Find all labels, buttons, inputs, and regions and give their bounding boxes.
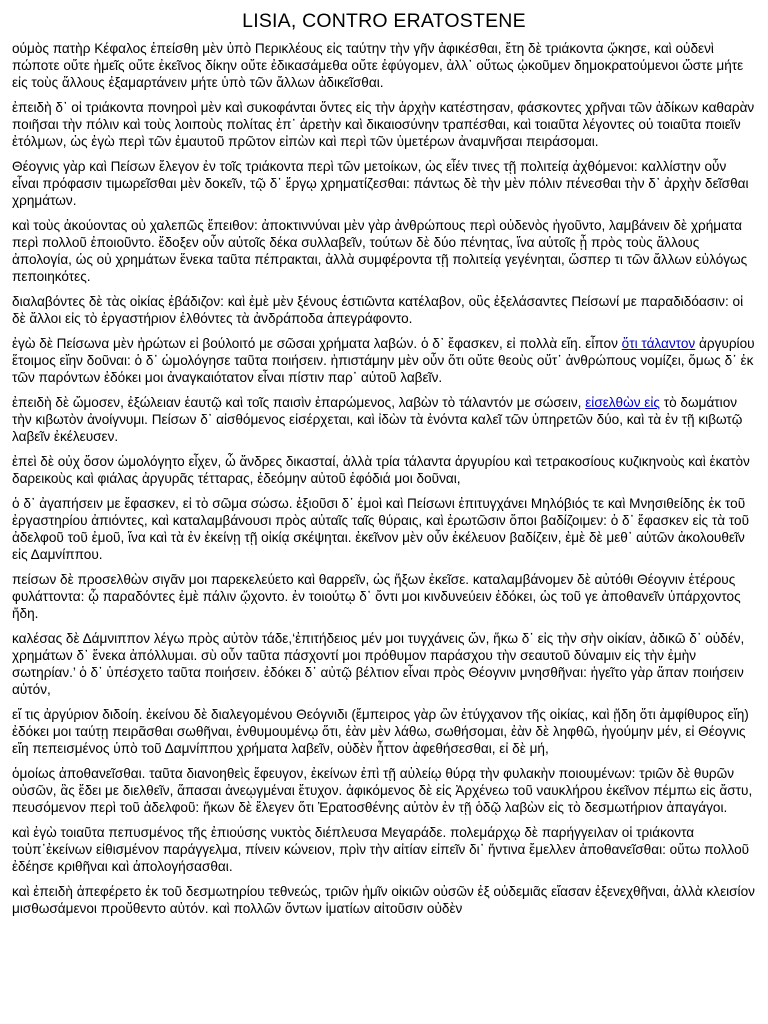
paragraph-text: καὶ ἐγὼ τοιαῦτα πεπυσμένος τῆς ἐπιούσης νυκτὸς διέπλευσα Μεγαράδε. πολεμάρχῳ δὲ παρήγγειλαν οἱ τριάκοντα τοὐπ᾽ἐκείνων εἰθισμένον παράγγελμα, πίνειν κώνειον, πρὶν τὴν αἰτίαν εἰπεῖν δι᾽ ἥντινα ἔμελλεν ἀποθανεῖσθαι: οὕτω πολλοῦ ἐδέησε κριθῆναι καὶ ἀπολογήσασθαι. [12,825,750,874]
paragraph-text: ούμὸς πατὴρ Κέφαλος ἐπείσθη μὲν ὑπὸ Περικλέους εἰς ταύτην τὴν γῆν ἀφικέσθαι, ἔτη δὲ τριάκοντα ᾤκησε, καὶ οὐδενὶ πώποτε οὔτε ἡμεῖς οὔτε ἐκεῖνος δίκην οὔτε ἐδικασάμεθα οὔτε ἐφύγομεν, ἀλλ᾽ οὕτως ᾠκοῦμεν δημοκρατούμενοι ὥστε μήτε εἰς τοὺς ἄλλους ἐξαμαρτάνειν μήτε ὑπὸ τῶν ἄλλων ἀδικεῖσθαι. [12,41,744,90]
paragraph-text: ἐπειδὴ δὲ ὤμοσεν, ἐξώλειαν ἑαυτῷ καὶ τοῖς παισὶν ἐπαρώμενος, λαβὼν τὸ τάλαντόν με σώσειν, [12,395,586,410]
paragraph [12,453,756,487]
paragraph-text: ἐγὼ δὲ Πείσωνα μὲν ἠρώτων εἰ βούλοιτό με σῶσαι χρήματα λαβών. ὁ δ᾽ ἔφασκεν, εἰ πολλὰ εἴη. εἶπον [12,336,622,351]
paragraph [12,883,756,917]
paragraph-text: ὁμοίως ἀποθανεῖσθαι. ταῦτα διανοηθεὶς ἔφευγον, ἐκείνων ἐπὶ τῇ αὐλείῳ θύρᾳ τὴν φυλακὴν ποιουμένων: τριῶν δὲ θυρῶν οὐσῶν, ἃς ἔδει με διελθεῖν, ἅπασαι ἀνεῳγμέναι ἔτυχον. ἀφικόμενος δὲ εἰς Ἀρχένεω τοῦ ναυκλήρου ἐκεῖνον πέμπω εἰς ἄστυ, πευσόμενον περὶ τοῦ ἀδελφοῦ: ἥκων δὲ ἔλεγεν ὅτι Ἐρατοσθένης αὐτὸν ἐν τῇ ὁδῷ λαβὼν εἰς τὸ δεσμωτήριον ἀπαγάγοι. [12,766,753,815]
paragraph-text: πείσων δὲ προσελθὼν σιγᾶν μοι παρεκελεύετο καὶ θαρρεῖν, ὡς ἥξων ἐκεῖσε. καταλαμβάνομεν δὲ αὐτόθι Θέογνιν ἑτέρους φυλάττοντα: ᾧ παραδόντες ἐμὲ πάλιν ᾤχοντο. ἐν τοιούτῳ δ᾽ ὄντι μοι κινδυνεύειν ἐδόκει, ὡς τοῦ γε ἀποθανεῖν ὑπάρχοντος ἤδη. [12,572,741,621]
paragraph [12,99,756,150]
text-link[interactable]: εἰσελθὼν εἰς [585,395,660,410]
paragraph-text: τὸ δωμάτιον τὴν κιβωτὸν ἀνοίγνυμι. Πείσων δ᾽ αἰσθόμενος εἰσέρχεται, καὶ ἰδὼν τὰ ἐνόντα καλεῖ τῶν ὑπηρετῶν δύο, καὶ τὰ ἐν τῇ κιβωτῷ λαβεῖν ἐκέλευσεν. [12,395,743,444]
paragraph-text: καλέσας δὲ Δάμνιππον λέγω πρὸς αὐτὸν τάδε,‘ἐπιτήδειος μέν μοι τυγχάνεις ὤν, ἥκω δ᾽ εἰς τὴν σὴν οἰκίαν, ἀδικῶ δ᾽ οὐδέν, χρημάτων δ᾽ ἕνεκα ἀπόλλυμαι. σὺ οὖν ταῦτα πάσχοντί μοι πρόθυμον παράσχου τὴν σεαυτοῦ δύναμιν εἰς τὴν ἐμὴν σωτηρίαν.’ ὁ δ᾽ ὑπέσχετο ταῦτα ποιήσειν. ἐδόκει δ᾽ αὐτῷ βέλτιον εἶναι πρὸς Θέογνιν μνησθῆναι: ἡγεῖτο γὰρ ἅπαν ποιήσειν αὐτόν, [12,631,745,697]
paragraph [12,630,756,698]
paragraph-text: εἴ τις ἀργύριον διδοίη. ἐκείνου δὲ διαλεγομένου Θεόγνιδι (ἔμπειρος γὰρ ὢν ἐτύγχανον τῆς οἰκίας, καὶ ᾔδη ὅτι ἀμφίθυρος εἴη) ἐδόκει μοι ταύτῃ πειρᾶσθαι σωθῆναι, ἐνθυμουμένῳ ὅτι, ἐὰν μὲν λάθω, σωθήσομαι, ἐὰν δὲ ληφθῶ, ἡγούμην μέν, εἰ Θέογνις εἴη πεπεισμένος ὑπὸ τοῦ Δαμνίππου χρήματα λαβεῖν, οὐδὲν ἧττον ἀφεθήσεσθαι, εἰ δὲ μή, [12,707,749,756]
paragraph-text: ὁ δ᾽ ἀγαπήσειν με ἔφασκεν, εἰ τὸ σῶμα σώσω. ἐξιοῦσι δ᾽ ἐμοὶ καὶ Πείσωνι ἐπιτυγχάνει Μηλόβιός τε καὶ Μνησιθείδης ἐκ τοῦ ἐργαστηρίου ἀπιόντες, καὶ καταλαμβάνουσι πρὸς αὐταῖς ταῖς θύραις, καὶ ἐρωτῶσιν ὅποι βαδίζοιμεν: ὁ δ᾽ ἔφασκεν εἰς τὰ τοῦ ἀδελφοῦ τοῦ ἐμοῦ, ἵνα καὶ τὰ ἐν ἐκείνῃ τῇ οἰκίᾳ σκέψηται. ἐκεῖνον μὲν οὖν ἐκέλευον βαδίζειν, ἐμὲ δὲ μεθ᾽ αὑτῶν ἀκολουθεῖν εἰς Δαμνίππου. [12,496,750,562]
paragraph-text: ἀργυρίου ἕτοιμος εἴην δοῦναι: ὁ δ᾽ ὡμολόγησε ταῦτα ποιήσειν. ἠπιστάμην μὲν οὖν ὅτι οὔτε θεοὺς οὔτ᾽ ἀνθρώπους νομίζει, ὅμως δ᾽ ἐκ τῶν παρόντων ἐδόκει μοι ἀναγκαιότατον εἶναι πίστιν παρ᾽ αὐτοῦ λαβεῖν. [12,336,755,385]
paragraph [12,158,756,209]
paragraph-text: καὶ ἐπειδὴ ἀπεφέρετο ἐκ τοῦ δεσμωτηρίου τεθνεώς, τριῶν ἡμῖν οἰκιῶν οὐσῶν ἐξ οὐδεμιᾶς εἴασαν ἐξενεχθῆναι, ἀλλὰ κλεισίον μισθωσάμενοι προὔθεντο αὐτόν. καὶ πολλῶν ὄντων ἱματίων αἰτοῦσιν οὐδὲν [12,884,755,916]
document-body [0,33,768,917]
paragraph [12,293,756,327]
paragraph-text: καὶ τοὺς ἀκούοντας οὐ χαλεπῶς ἔπειθον: ἀποκτιννύναι μὲν γὰρ ἀνθρώπους περὶ οὐδενὸς ἡγοῦντο, λαμβάνειν δὲ χρήματα περὶ πολλοῦ ἐποιοῦντο. ἔδοξεν οὖν αὐτοῖς δέκα συλλαβεῖν, τούτων δὲ δύο πένητας, ἵνα αὐτοῖς ᾖ πρὸς τοὺς ἄλλους ἀπολογία, ὡς οὐ χρημάτων ἕνεκα ταῦτα πέπρακται, ἀλλὰ συμφέροντα τῇ πολιτείᾳ γεγένηται, ὥσπερ τι τῶν ἄλλων εὐλόγως πεποιηκότες. [12,218,748,284]
paragraph [12,217,756,285]
paragraph [12,765,756,816]
paragraph [12,335,756,386]
text-link[interactable]: ὅτι τάλαντον [621,336,696,351]
paragraph [12,706,756,757]
paragraph [12,824,756,875]
paragraph-text: ἐπεὶ δὲ οὐχ ὅσον ὡμολόγητο εἶχεν, ὦ ἄνδρες δικασταί, ἀλλὰ τρία τάλαντα ἀργυρίου καὶ τετρακοσίους κυζικηνοὺς καὶ ἑκατὸν δαρεικοὺς καὶ φιάλας ἀργυρᾶς τέτταρας, ἐδεόμην αὐτοῦ ἐφόδιά μοι δοῦναι, [12,454,750,486]
paragraph [12,40,756,91]
paragraph [12,571,756,622]
paragraph [12,495,756,563]
document-title: LISIA, CONTRO ERATOSTENE [242,10,526,32]
paragraph-text: ἐπειδὴ δ᾽ οἱ τριάκοντα πονηροὶ μὲν καὶ συκοφάνται ὄντες εἰς τὴν ἀρχὴν κατέστησαν, φάσκοντες χρῆναι τῶν ἀδίκων καθαρὰν ποιῆσαι τὴν πόλιν καὶ τοὺς λοιποὺς πολίτας ἐπ᾽ ἀρετὴν καὶ δικαιοσύνην τραπέσθαι, καὶ τοιαῦτα λέγοντες οὐ τοιαῦτα ποιεῖν ἐτόλμων, ὡς ἐγὼ περὶ τῶν ἐμαυτοῦ πρῶτον εἰπὼν καὶ περὶ τῶν ὑμετέρων ἀναμνῆσαι πειράσομαι. [12,100,755,149]
paragraph-text: διαλαβόντες δὲ τὰς οἰκίας ἐβάδιζον: καὶ ἐμὲ μὲν ξένους ἑστιῶντα κατέλαβον, οὓς ἐξελάσαντες Πείσωνί με παραδιδόασιν: οἱ δὲ ἄλλοι εἰς τὸ ἐργαστήριον ἐλθόντες τὰ ἀνδράποδα ἀπεγράφοντο. [12,294,744,326]
paragraph [12,394,756,445]
paragraph-text: Θέογνις γὰρ καὶ Πείσων ἔλεγον ἐν τοῖς τριάκοντα περὶ τῶν μετοίκων, ὡς εἶέν τινες τῇ πολιτείᾳ ἀχθόμενοι: καλλίστην οὖν εἶναι πρόφασιν τιμωρεῖσθαι μὲν δοκεῖν, τῷ δ᾽ ἔργῳ χρηματίζεσθαι: πάντως δὲ τὴν μὲν πόλιν πένεσθαι τὴν δ᾽ ἀρχὴν δεῖσθαι χρημάτων. [12,159,749,208]
